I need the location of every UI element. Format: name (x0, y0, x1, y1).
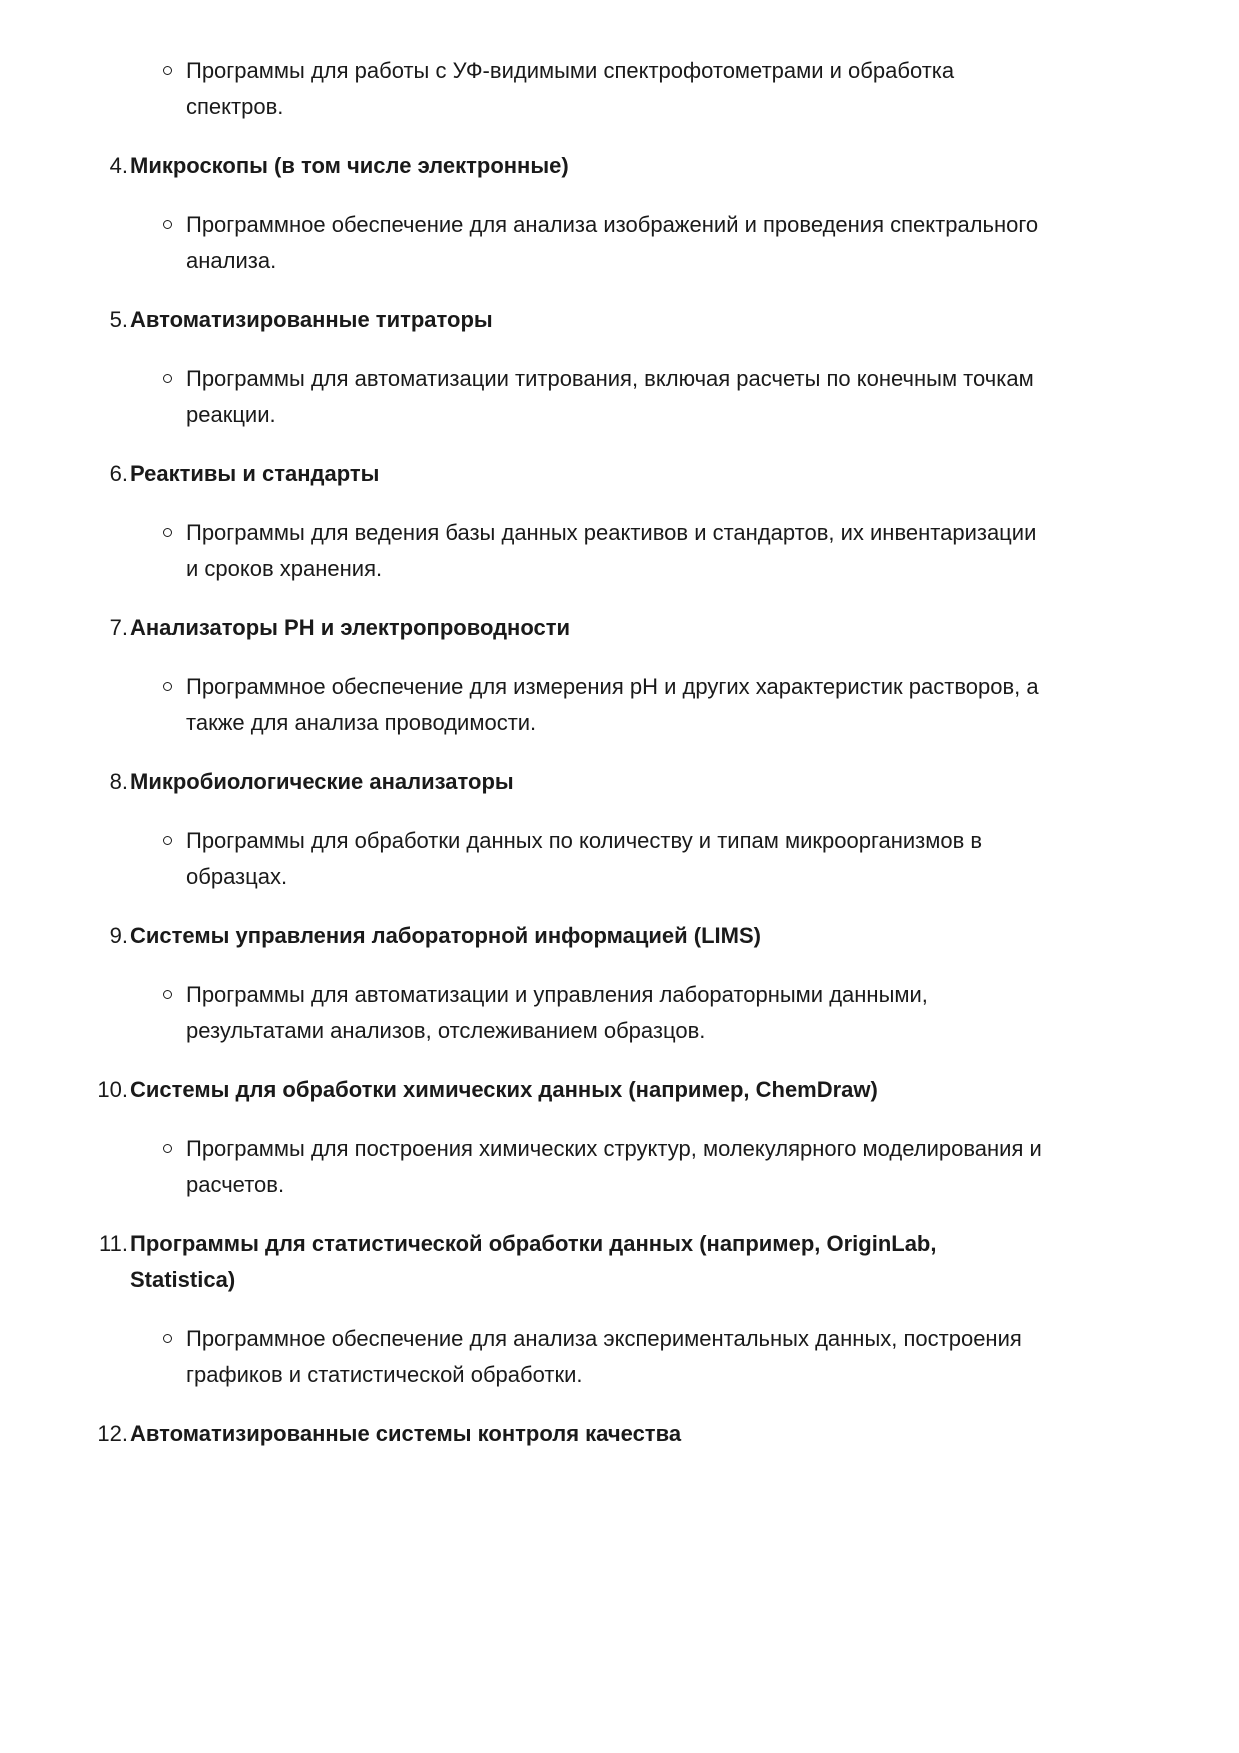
list-number: 5. (109, 307, 128, 332)
bullet-text: Программы для ведения базы данных реактивов и стандартов, их инвентаризации и сроков хранения. (186, 520, 1037, 581)
list-number: 4. (109, 153, 128, 178)
list-bullet (186, 1131, 1046, 1203)
bullet-text: Программы для автоматизации титрования, включая расчеты по конечным точкам реакции. (186, 366, 1034, 427)
list-number: 11. (99, 1231, 128, 1256)
bullet-text: Программное обеспечение для анализа изображений и проведения спектрального анализа. (186, 212, 1039, 273)
bullet-circle-icon (163, 836, 172, 845)
list-bullet (186, 669, 1046, 741)
list-item-title: Программы для статистической обработки данных (например, OriginLab, Statistica) (130, 1231, 937, 1292)
bullet-text: Программы для обработки данных по количеству и типам микроорганизмов в образцах. (186, 828, 983, 889)
bullet-circle-icon (163, 66, 172, 75)
list-item-title: Анализаторы PH и электропроводности (130, 615, 571, 640)
list-bullet (186, 53, 1046, 125)
list-item-title: Системы управления лабораторной информацией (LIMS) (130, 923, 761, 948)
list-item-title: Реактивы и стандарты (130, 461, 380, 486)
bullet-text: Программы для автоматизации и управления лабораторными данными, результатами анализов, отслеживанием образцов. (186, 982, 928, 1043)
list-item (109, 456, 1030, 492)
list-number: 8. (109, 769, 128, 794)
bullet-circle-icon (163, 990, 172, 999)
list-number: 10. (97, 1077, 128, 1102)
list-item-title: Микробиологические анализаторы (130, 769, 514, 794)
list-bullet (186, 207, 1046, 279)
list-item (97, 1072, 1030, 1108)
list-bullet (186, 1321, 1046, 1393)
bullet-circle-icon (163, 1334, 172, 1343)
bullet-circle-icon (163, 1144, 172, 1153)
bullet-text: Программы для построения химических структур, молекулярного моделирования и расчетов. (186, 1136, 1042, 1197)
list-bullet (186, 977, 1046, 1049)
bullet-circle-icon (163, 220, 172, 229)
list-bullet (186, 515, 1046, 587)
list-item (99, 1226, 1030, 1298)
list-bullet (186, 823, 1046, 895)
list-item-title: Микроскопы (в том числе электронные) (130, 153, 569, 178)
list-item (109, 302, 1030, 338)
list-item (109, 148, 1030, 184)
list-number: 6. (109, 461, 128, 486)
bullet-text: Программы для работы с УФ-видимыми спектрофотометрами и обработка спектров. (186, 58, 955, 119)
list-item-title: Системы для обработки химических данных (например, ChemDraw) (130, 1077, 878, 1102)
document (0, 53, 1239, 1475)
bullet-circle-icon (163, 374, 172, 383)
list-item-title: Автоматизированные системы контроля качества (130, 1421, 682, 1446)
list-item (97, 1416, 1030, 1452)
bullet-circle-icon (163, 682, 172, 691)
list-number: 12. (97, 1421, 128, 1446)
list-item (109, 764, 1030, 800)
list-item (109, 610, 1030, 646)
bullet-text: Программное обеспечение для анализа экспериментальных данных, построения графиков и статистической обработки. (186, 1326, 1022, 1387)
list-item (109, 918, 1030, 954)
bullet-text: Программное обеспечение для измерения pH и других характеристик растворов, а также для анализа проводимости. (186, 674, 1039, 735)
list-number: 9. (109, 923, 128, 948)
list-number: 7. (109, 615, 128, 640)
list-item-title: Автоматизированные титраторы (130, 307, 493, 332)
bullet-circle-icon (163, 528, 172, 537)
list-bullet (186, 361, 1046, 433)
